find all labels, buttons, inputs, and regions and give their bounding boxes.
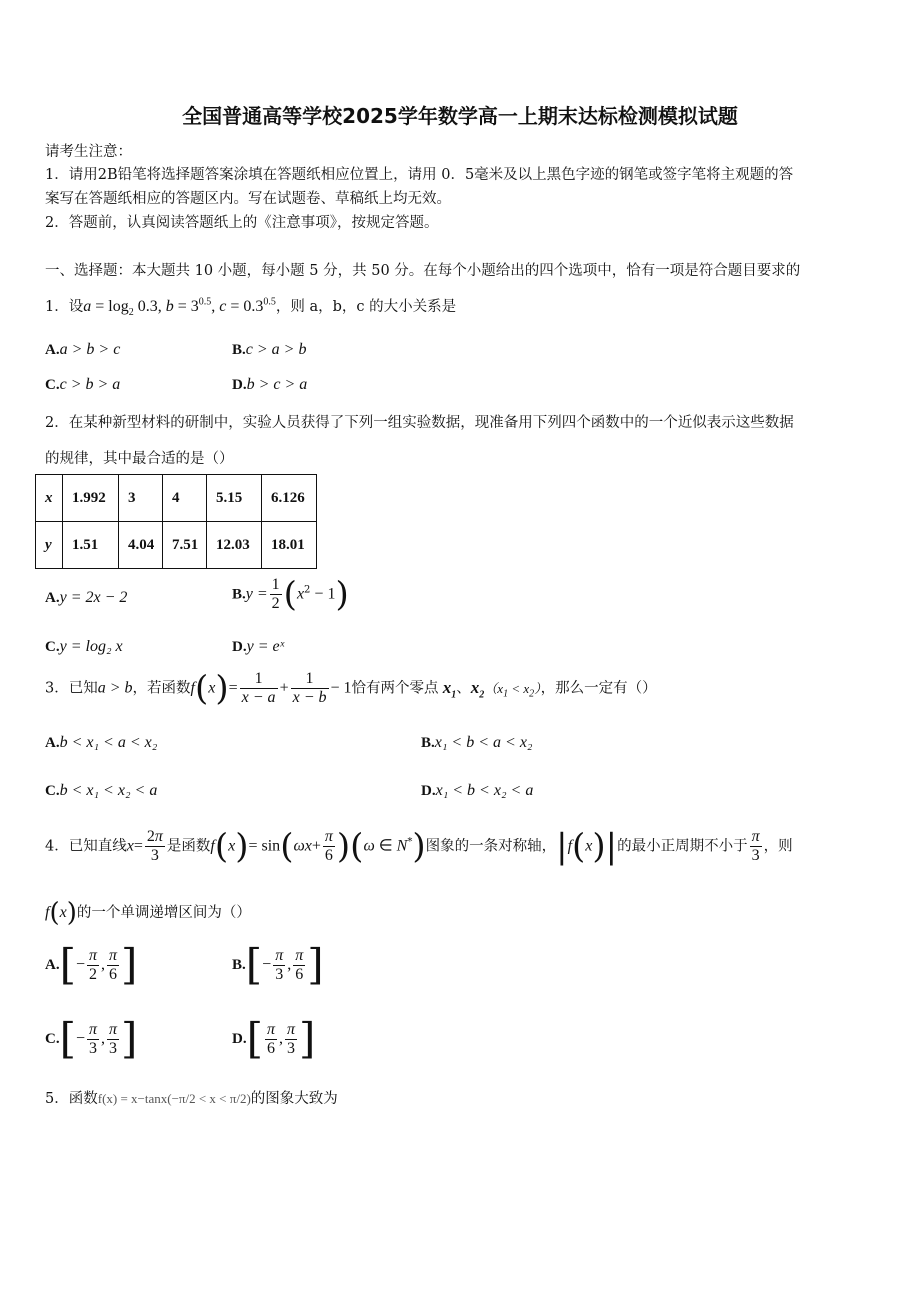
q4-line-2: f(x)的一个单调递增区间为（）: [45, 898, 251, 928]
table-row-x: [36, 475, 317, 522]
notice-heading: 请考生注意：: [45, 144, 132, 160]
q3-option-d[interactable]: D.x₁ < b < x₂ < a: [421, 782, 534, 799]
q1-option-d[interactable]: D.b > c > a: [232, 376, 308, 393]
q3-option-b[interactable]: B.x₁ < b < a < x₂: [421, 734, 533, 751]
question-3: 3．已知a > b，若函数f(x)= $\frac{1}{x - a}$ + $\frac{1}{x - b}$ − 1恰有两个零点 $x_1$、$x_2(x_1 < x_2)$，那么一定有（）: [45, 668, 657, 709]
notice-line-3: 2．答题前，认真阅读答题纸上的《注意事项》，按规定答题。: [45, 215, 439, 231]
table-cell: y: [36, 522, 63, 569]
table-cell: 4: [163, 475, 207, 522]
q2-line-1: 2．在某种新型材料的研制中，实验人员获得了下列一组实验数据，现准备用下列四个函数中的一个近似表示这些数据: [45, 415, 794, 431]
section-heading: 一、选择题：本大题共 10 小题，每小题 5 分，共 50 分。在每个小题给出的四个选项中，恰有一项是符合题目要求的: [45, 263, 801, 279]
q2-option-a[interactable]: A.y = 2x − 2: [45, 589, 128, 606]
q2-option-c[interactable]: C.y = log₂ x: [45, 638, 123, 655]
table-cell: 1.51: [63, 522, 119, 569]
q2-line-2: 的规律，其中最合适的是（）: [45, 451, 234, 467]
q5-function: f(x) = x−tanx(−π/2 < x < π/2): [97, 1091, 251, 1106]
q1-suffix: ，则 a，b，c 的大小关系是: [275, 299, 457, 315]
table-cell: 18.01: [262, 522, 317, 569]
table-cell: 7.51: [163, 522, 207, 569]
q1-option-c[interactable]: C.c > b > a: [45, 376, 121, 393]
q4-option-b[interactable]: B.[− $\frac{\pi}{3}$ , $\frac{\pi}{6}$ ]: [232, 940, 324, 989]
table-row-y: [36, 522, 317, 569]
q2-option-d[interactable]: D.y = eˣ: [232, 638, 285, 655]
question-4: 4．已知直线x= $\frac{2\pi}{3}$ 是函数f(x)= sin(ωx+ $\frac{\pi}{6}$ )(ω ∈ N*)图象的一条对称轴，|f(x)|的最小正周期不小于 $\frac{\pi}{3}$ ，则: [45, 826, 793, 867]
notice-line-1: 1．请用2B铅笔将选择题答案涂填在答题纸相应位置上，请用 0．5毫米及以上黑色字迹的钢笔或签字笔将主观题的答: [45, 167, 794, 183]
q1-prefix: 1．设: [45, 299, 84, 315]
table-cell: 4.04: [119, 522, 163, 569]
table-cell: 1.992: [63, 475, 119, 522]
q1-option-b[interactable]: B.c > a > b: [232, 341, 307, 358]
q4-option-c[interactable]: C.[− $\frac{\pi}{3}$ , $\frac{\pi}{3}$ ]: [45, 1014, 138, 1063]
table-cell: 3: [119, 475, 163, 522]
table-cell: 5.15: [207, 475, 262, 522]
q3-condition: a > b: [97, 679, 133, 697]
table-cell: x: [36, 475, 63, 522]
q1-definitions: $a = \log_2 0.3$, $b = 3^{0.5}$, $c = 0.3^{0.5}$: [83, 296, 276, 319]
page-title: 全国普通高等学校2025学年数学高一上期末达标检测模拟试题: [182, 104, 738, 128]
q3-option-a[interactable]: A.b < x₁ < a < x₂: [45, 734, 158, 751]
q1-option-a[interactable]: A.a > b > c: [45, 341, 121, 358]
table-cell: 12.03: [207, 522, 262, 569]
q4-option-a[interactable]: A.[− $\frac{\pi}{2}$ , $\frac{\pi}{6}$ ]: [45, 940, 138, 989]
notice-line-2: 案写在答题纸相应的答题区内。写在试题卷、草稿纸上均无效。: [45, 191, 451, 207]
q4-option-d[interactable]: D.[ $\frac{\pi}{6}$ , $\frac{\pi}{3}$ ]: [232, 1014, 316, 1063]
data-table: [35, 474, 317, 569]
q2-option-b[interactable]: B.y = $\frac{1}{2}$ $(x^2 - 1)$: [232, 574, 349, 615]
question-1: [45, 295, 456, 318]
table-cell: 6.126: [262, 475, 317, 522]
q3-option-c[interactable]: C.b < x₁ < x₂ < a: [45, 782, 158, 799]
question-5: 5．函数f(x) = x−tanx(−π/2 < x < π/2)的图象大致为: [45, 1091, 338, 1107]
